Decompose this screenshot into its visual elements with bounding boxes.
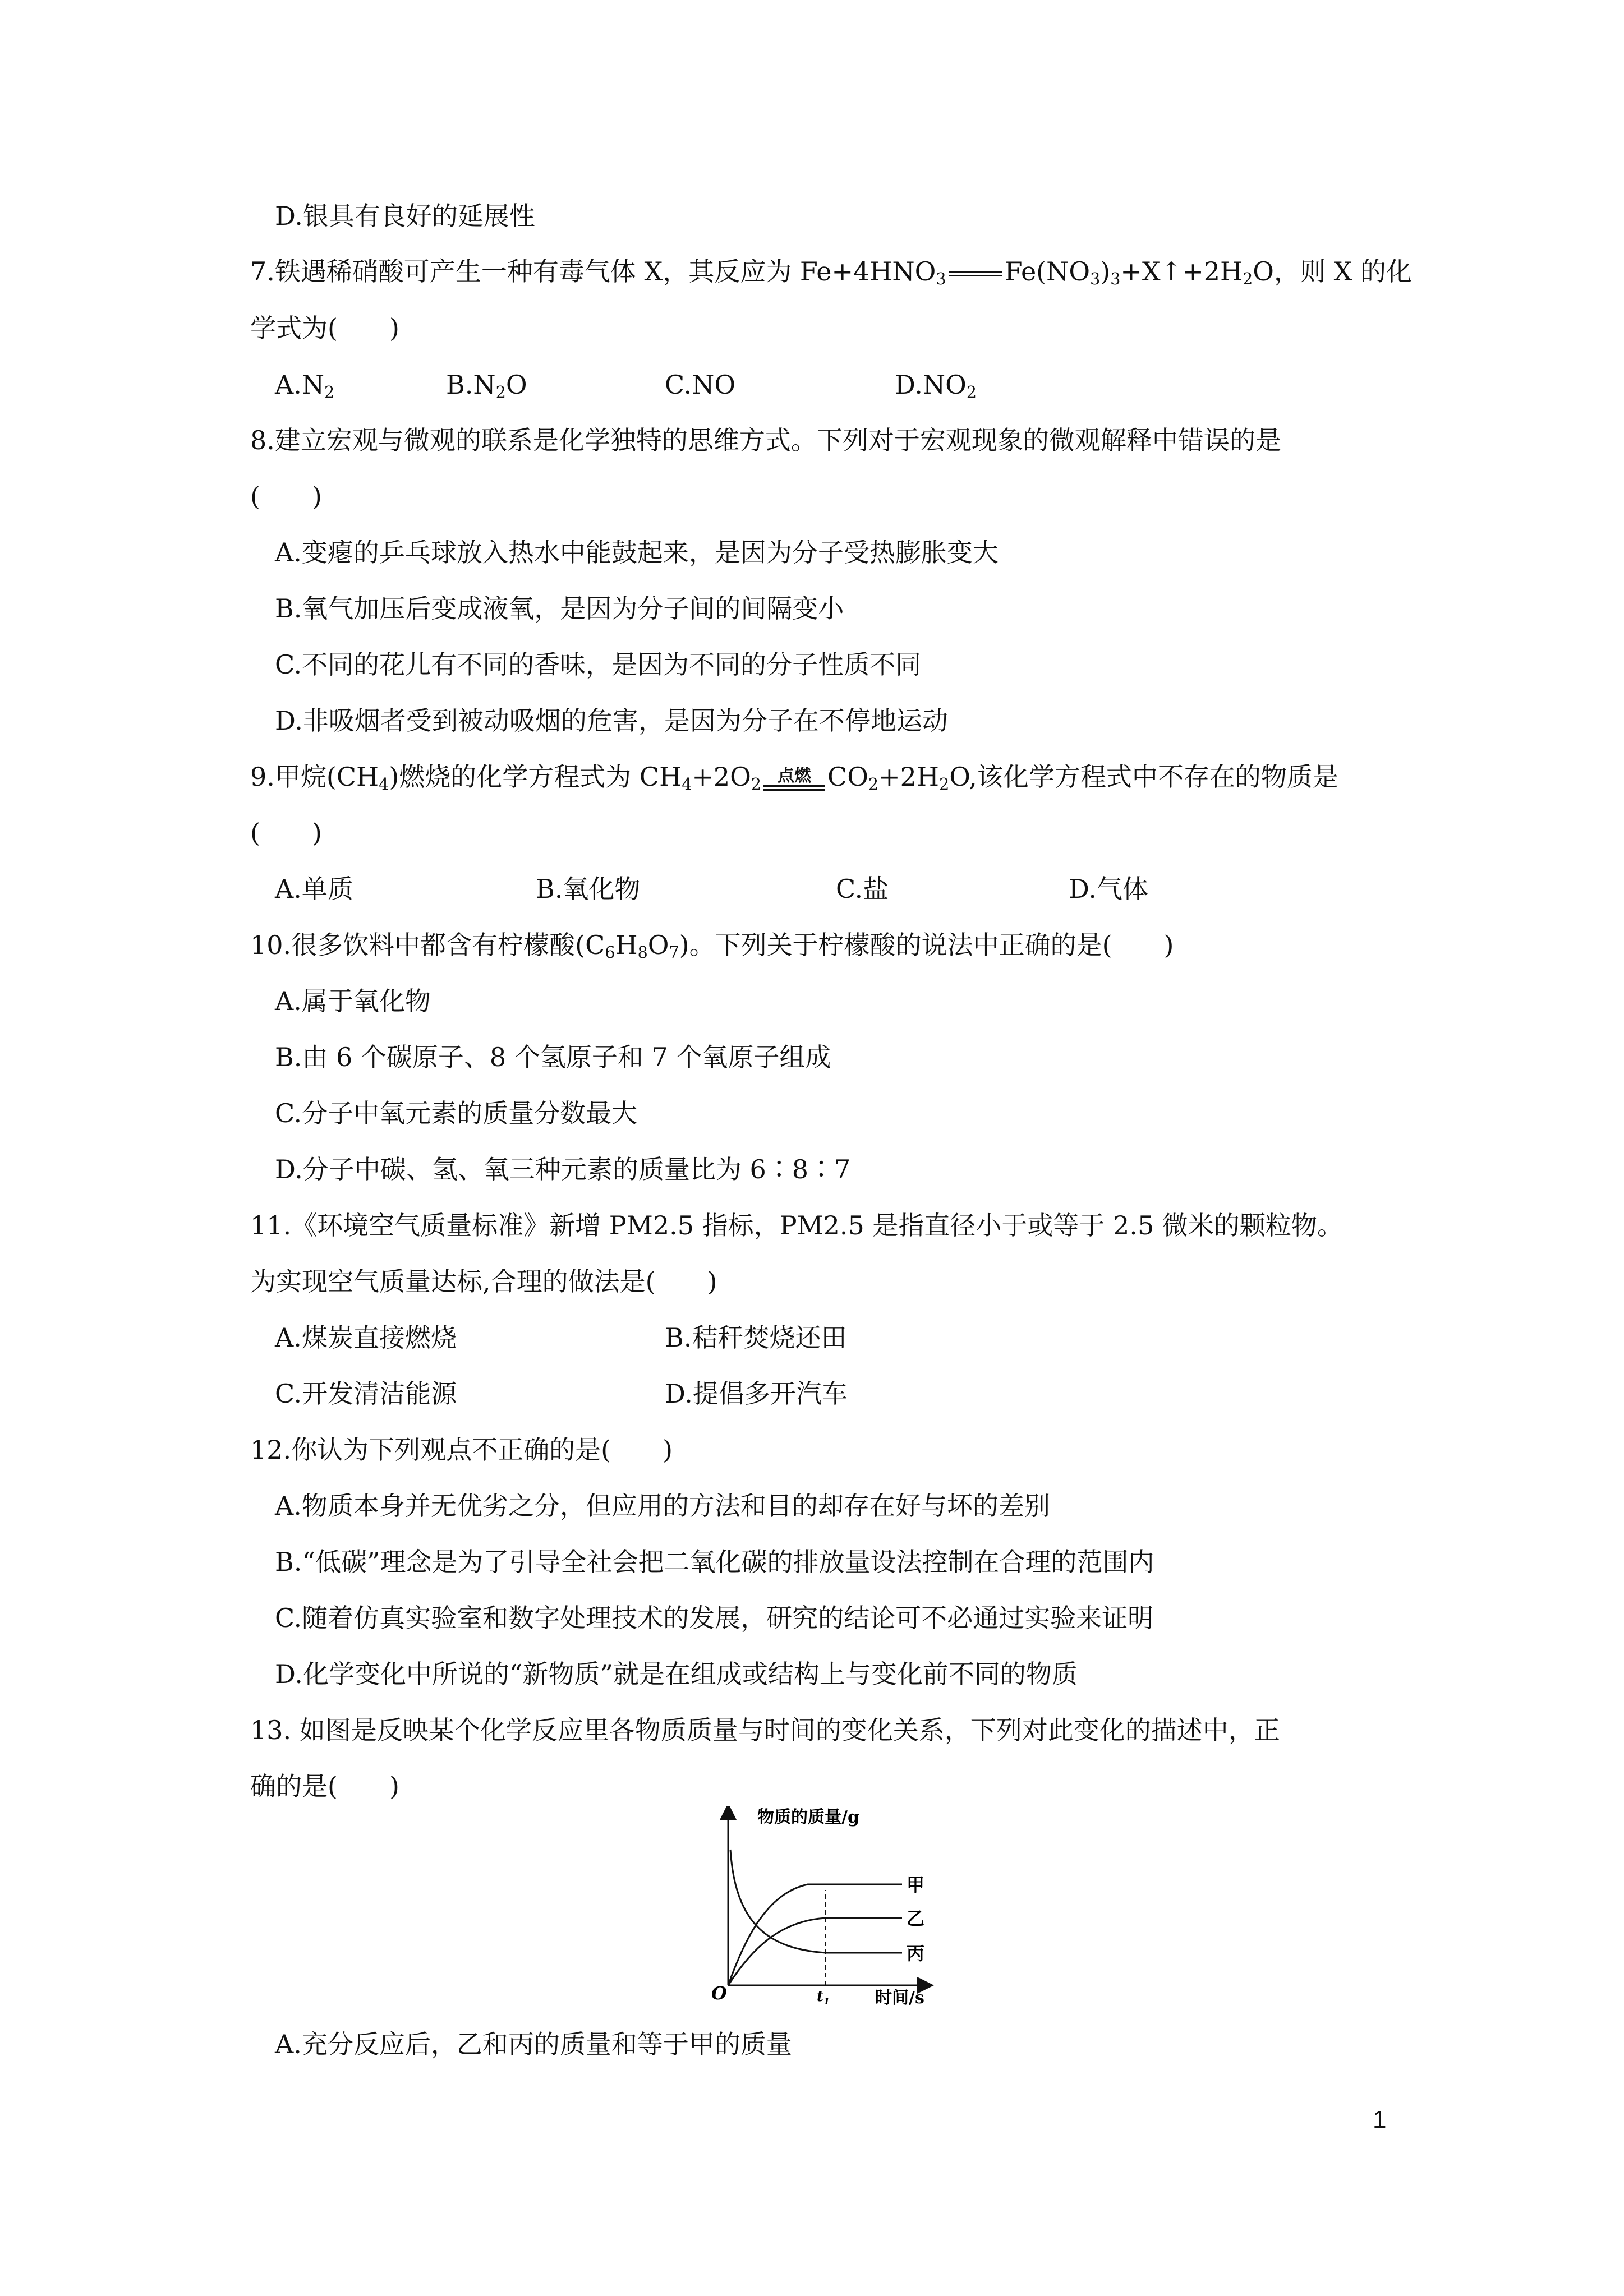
- x-axis-label: 时间/s: [875, 1988, 924, 2008]
- curve-label-yi: 乙: [907, 1908, 925, 1929]
- q10-option-b: B.由 6 个碳原子、8 个氢原子和 7 个氧原子组成: [275, 1042, 831, 1072]
- q11-option-c: C.开发清洁能源: [275, 1378, 457, 1409]
- q11-stem-line1: 11.《环境空气质量标准》新增 PM2.5 指标，PM2.5 是指直径小于或等于 2.5 微米的颗粒物。: [250, 1210, 1343, 1241]
- q8-option-d: D.非吸烟者受到被动吸烟的危害，是因为分子在不停地运动: [275, 706, 948, 736]
- q7-option-b: $B.N_2O$: [446, 370, 527, 402]
- q8-option-b: B.氧气加压后变成液氧，是因为分子间的间隔变小: [275, 593, 844, 624]
- q7-option-a: $A.N_2$: [275, 370, 335, 402]
- q9-option-c: C.盐: [836, 874, 889, 904]
- q10-option-d: D.分子中碳、氢、氧三种元素的质量比为 6∶8∶7: [275, 1154, 851, 1184]
- mass-time-figure: [701, 1806, 937, 2008]
- q9-stem-line2: ( ): [250, 818, 322, 848]
- equals-sign: [949, 271, 1002, 276]
- q12-option-b: B.“低碳”理念是为了引导全社会把二氧化碳的排放量设法控制在合理的范围内: [275, 1547, 1154, 1577]
- q13-stem-line1: 13. 如图是反映某个化学反应里各物质质量与时间的变化关系，下列对此变化的描述中，正: [250, 1715, 1280, 1745]
- q9-stem-line1: 9.甲烷$(CH_4)$燃烧的化学方程式为 $CH_4+2O_2$ 点燃 $CO_2+2H_2O$,该化学方程式中不存在的物质是: [250, 762, 1338, 794]
- q11-option-d: D.提倡多开汽车: [665, 1378, 848, 1409]
- q10-option-a: A.属于氧化物: [275, 986, 431, 1016]
- q13-option-a: A.充分反应后，乙和丙的质量和等于甲的质量: [275, 2029, 792, 2059]
- q11-option-a: A.煤炭直接燃烧: [275, 1322, 457, 1353]
- q7-stem-line2: 学式为( ): [250, 313, 399, 343]
- q9-option-b: B.氧化物: [536, 874, 641, 904]
- q6-option-d: D.银具有良好的延展性: [275, 201, 535, 231]
- curve-bing: [730, 1850, 902, 1953]
- q9-option-a: A.单质: [275, 874, 353, 904]
- t1-label: $t_1$: [817, 1988, 830, 2007]
- q8-option-c: C.不同的花儿有不同的香味，是因为不同的分子性质不同: [275, 649, 922, 680]
- q8-option-a: A.变瘪的乒乓球放入热水中能鼓起来，是因为分子受热膨胀变大: [275, 537, 999, 568]
- curve-jia: [728, 1884, 902, 1985]
- q12-stem: 12.你认为下列观点不正确的是( ): [250, 1435, 673, 1465]
- q11-option-b: B.秸秆焚烧还田: [665, 1322, 847, 1353]
- y-axis-label: 物质的质量/g: [757, 1808, 859, 1827]
- origin-label: O: [711, 1983, 727, 2004]
- q12-option-d: D.化学变化中所说的“新物质”就是在组成或结构上与变化前不同的物质: [275, 1659, 1078, 1689]
- q9-option-d: D.气体: [1069, 874, 1148, 904]
- q8-stem-line2: ( ): [250, 481, 322, 511]
- q8-stem-line1: 8.建立宏观与微观的联系是化学独特的思维方式。下列对于宏观现象的微观解释中错误的是: [250, 425, 1281, 455]
- page-number: 1: [1373, 2106, 1387, 2133]
- q13-stem-line2: 确的是( ): [250, 1771, 399, 1801]
- q12-option-a: A.物质本身并无优劣之分，但应用的方法和目的却存在好与坏的差别: [275, 1491, 1050, 1521]
- curve-label-jia: 甲: [907, 1874, 925, 1896]
- q10-stem: 10.很多饮料中都含有柠檬酸$(C_6H_8O_7)$。下列关于柠檬酸的说法中正确的是( ): [250, 930, 1174, 962]
- curve-label-bing: 丙: [907, 1943, 925, 1964]
- q12-option-c: C.随着仿真实验室和数字处理技术的发展，研究的结论可不必通过实验来证明: [275, 1603, 1154, 1633]
- q11-stem-line2: 为实现空气质量达标,合理的做法是( ): [250, 1266, 717, 1297]
- q10-option-c: C.分子中氧元素的质量分数最大: [275, 1098, 638, 1128]
- reaction-condition: 点燃: [763, 767, 825, 791]
- q7-option-d: $D.NO_2$: [895, 370, 977, 402]
- q7-stem-line1: 7.铁遇稀硝酸可产生一种有毒气体 X，其反应为 $Fe+4HNO_3$ $Fe(NO_3)_3+X↑+2H_2O$，则 X 的化: [250, 256, 1413, 289]
- q7-option-c: C.NO: [665, 370, 736, 400]
